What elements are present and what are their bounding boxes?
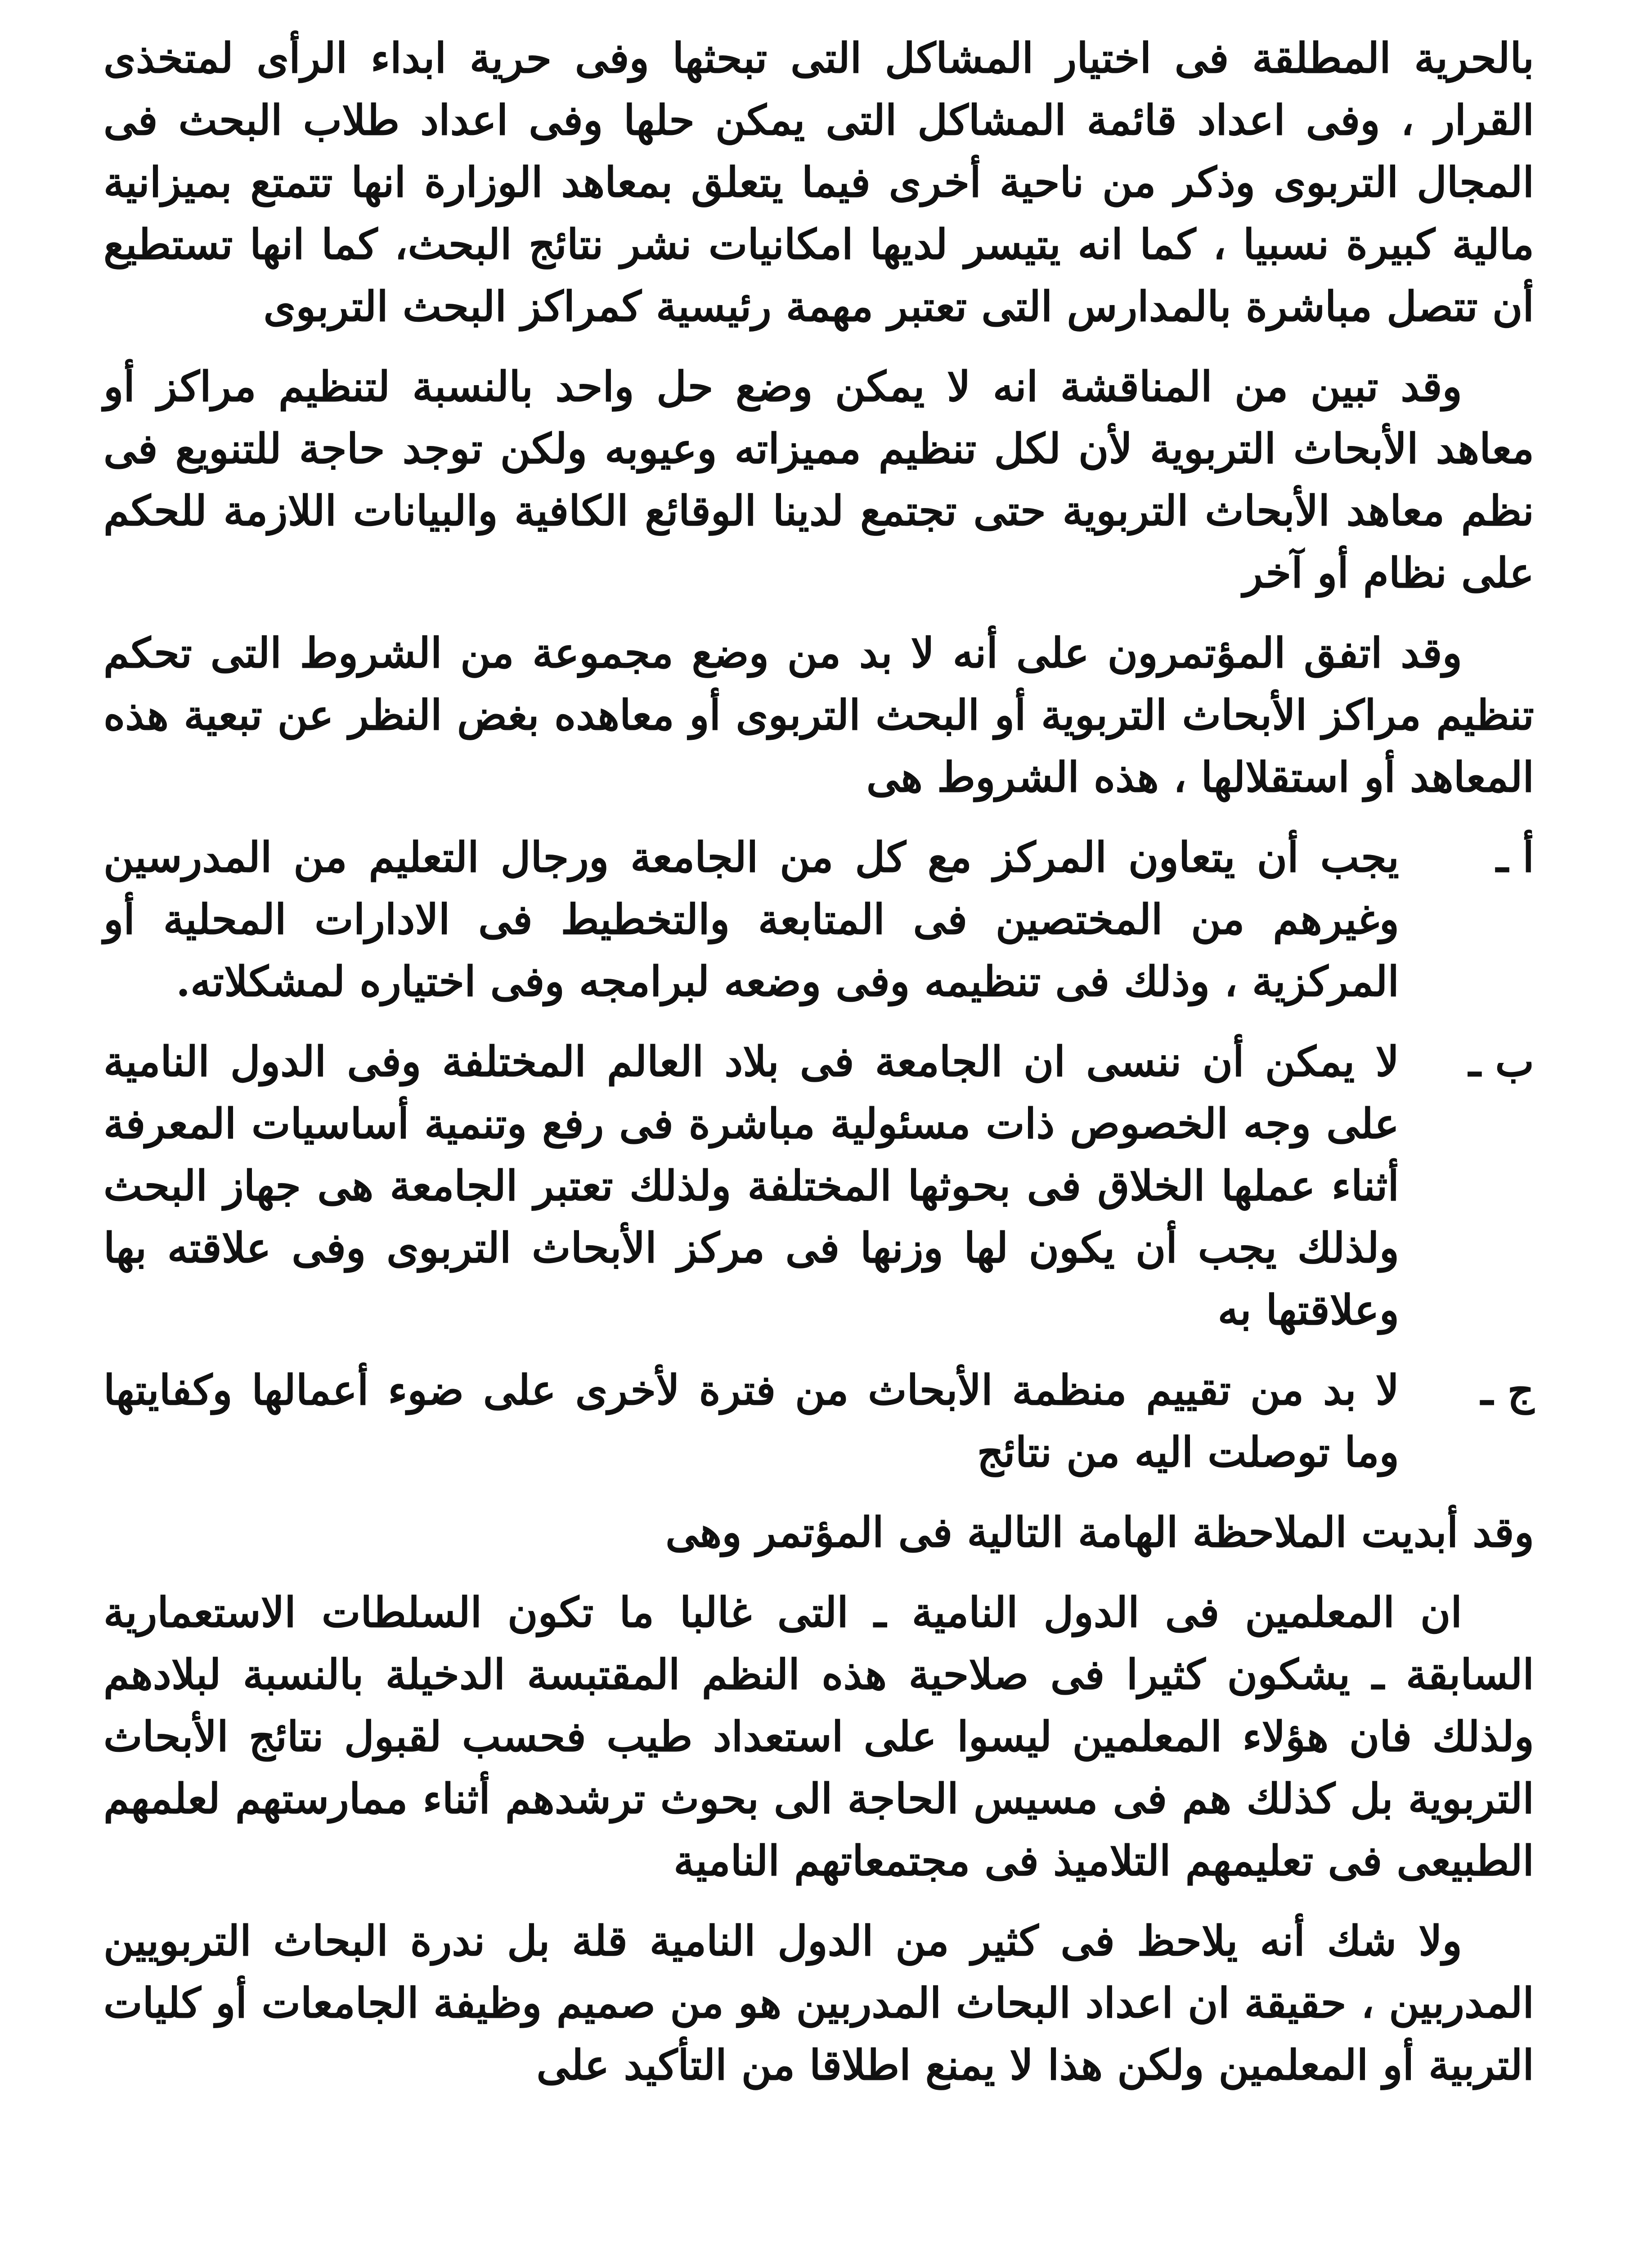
paragraph-conditions-intro: وقد اتفق المؤتمرون على أنه لا بد من وضع مجموعة من الشروط التى تحكم تنظيم مراكز الأبحاث التربوية أو البحث التربوى أو معاهده بغض النظر عن تبعية هذه المعاهد أو استقلالها ، هذه الشروط هى — [103, 629, 1534, 801]
condition-text-a: يجب أن يتعاون المركز مع كل من الجامعة ورجال التعليم من المدرسين وغيرهم من المختصين فى المتابعة والتخطيط فى الادارات المحلية أو المركزية ، وذلك فى تنظيمه وفى وضعه لبرامجه وفى اختياره لمشكلاته. — [103, 833, 1399, 1006]
condition-text-c: لا بد من تقييم منظمة الأبحاث من فترة لأخرى على ضوء أعمالها وكفايتها وما توصلت اليه من نتائج — [103, 1366, 1399, 1476]
condition-item-b — [103, 1030, 1534, 1341]
paragraph-discussion-result: وقد تبين من المناقشة انه لا يمكن وضع حل واحد بالنسبة لتنظيم مراكز أو معاهد الأبحاث التربوية لأن لكل تنظيم مميزاته وعيوبه ولكن توجد حاجة للتنويع فى نظم معاهد الأبحاث التربوية حتى تجتمع لدينا الوقائع الكافية والبيانات اللازمة للحكم على نظام أو آخر — [103, 362, 1534, 597]
paragraph-observation-intro: وقد أبديت الملاحظة الهامة التالية فى المؤتمر وهى — [665, 1508, 1534, 1557]
paragraph-researchers-scarcity: ولا شك أنه يلاحظ فى كثير من الدول النامية قلة بل ندرة البحاث التربويين المدربين ، حقيقة ان اعداد البحاث المدربين هو من صميم وظيفة الجامعات أو كليات التربية أو المعلمين ولكن هذا لا يمنع اطلاقا من التأكيد على — [103, 1917, 1534, 2089]
condition-text-b: لا يمكن أن ننسى ان الجامعة فى بلاد العالم المختلفة وفى الدول النامية على وجه الخصوص ذات مسئولية مباشرة فى رفع وتنمية أساسيات المعرفة أثناء عملها الخلاق فى بحوثها المختلفة ولذلك تعتبر الجامعة هى جهاز البحث ولذلك يجب أن يكون لها وزنها فى مركز الأبحاث التربوى وفى علاقته بها وعلاقتها به — [103, 1037, 1399, 1334]
condition-item-a — [103, 826, 1534, 1012]
condition-marker-b: ب ـ — [1468, 1037, 1534, 1086]
document-page — [103, 27, 1534, 2250]
condition-marker-c: ج ـ — [1481, 1366, 1534, 1414]
paragraph-teachers-developing-countries: ان المعلمين فى الدول النامية ـ التى غالبا ما تكون السلطات الاستعمارية السابقة ـ يشكون كثيرا فى صلاحية هذه النظم المقتبسة الدخيلة بالنسبة لبلادهم ولذلك فان هؤلاء المعلمين ليسوا على استعداد طيب فحسب لقبول نتائج الأبحاث التربوية بل كذلك هم فى مسيس الحاجة الى بحوث ترشدهم أثناء ممارستهم لعلمهم الطبيعى فى تعليمهم التلاميذ فى مجتمعاتهم النامية — [103, 1588, 1534, 1885]
condition-item-c — [103, 1359, 1534, 1483]
paragraph-institutes-freedom: بالحرية المطلقة فى اختيار المشاكل التى تبحثها وفى حرية ابداء الرأى لمتخذى القرار ، وفى اعداد قائمة المشاكل التى يمكن حلها وفى اعداد طلاب البحث فى المجال التربوى وذكر من ناحية أخرى فيما يتعلق بمعاهد الوزارة انها تتمتع بميزانية مالية كبيرة نسبيا ، كما انه يتيسر لديها امكانيات نشر نتائج البحث، كما انها تستطيع أن تتصل مباشرة بالمدارس التى تعتبر مهمة رئيسية كمراكز البحث التربوى — [103, 34, 1534, 331]
condition-marker-a: أ ـ — [1496, 833, 1534, 882]
